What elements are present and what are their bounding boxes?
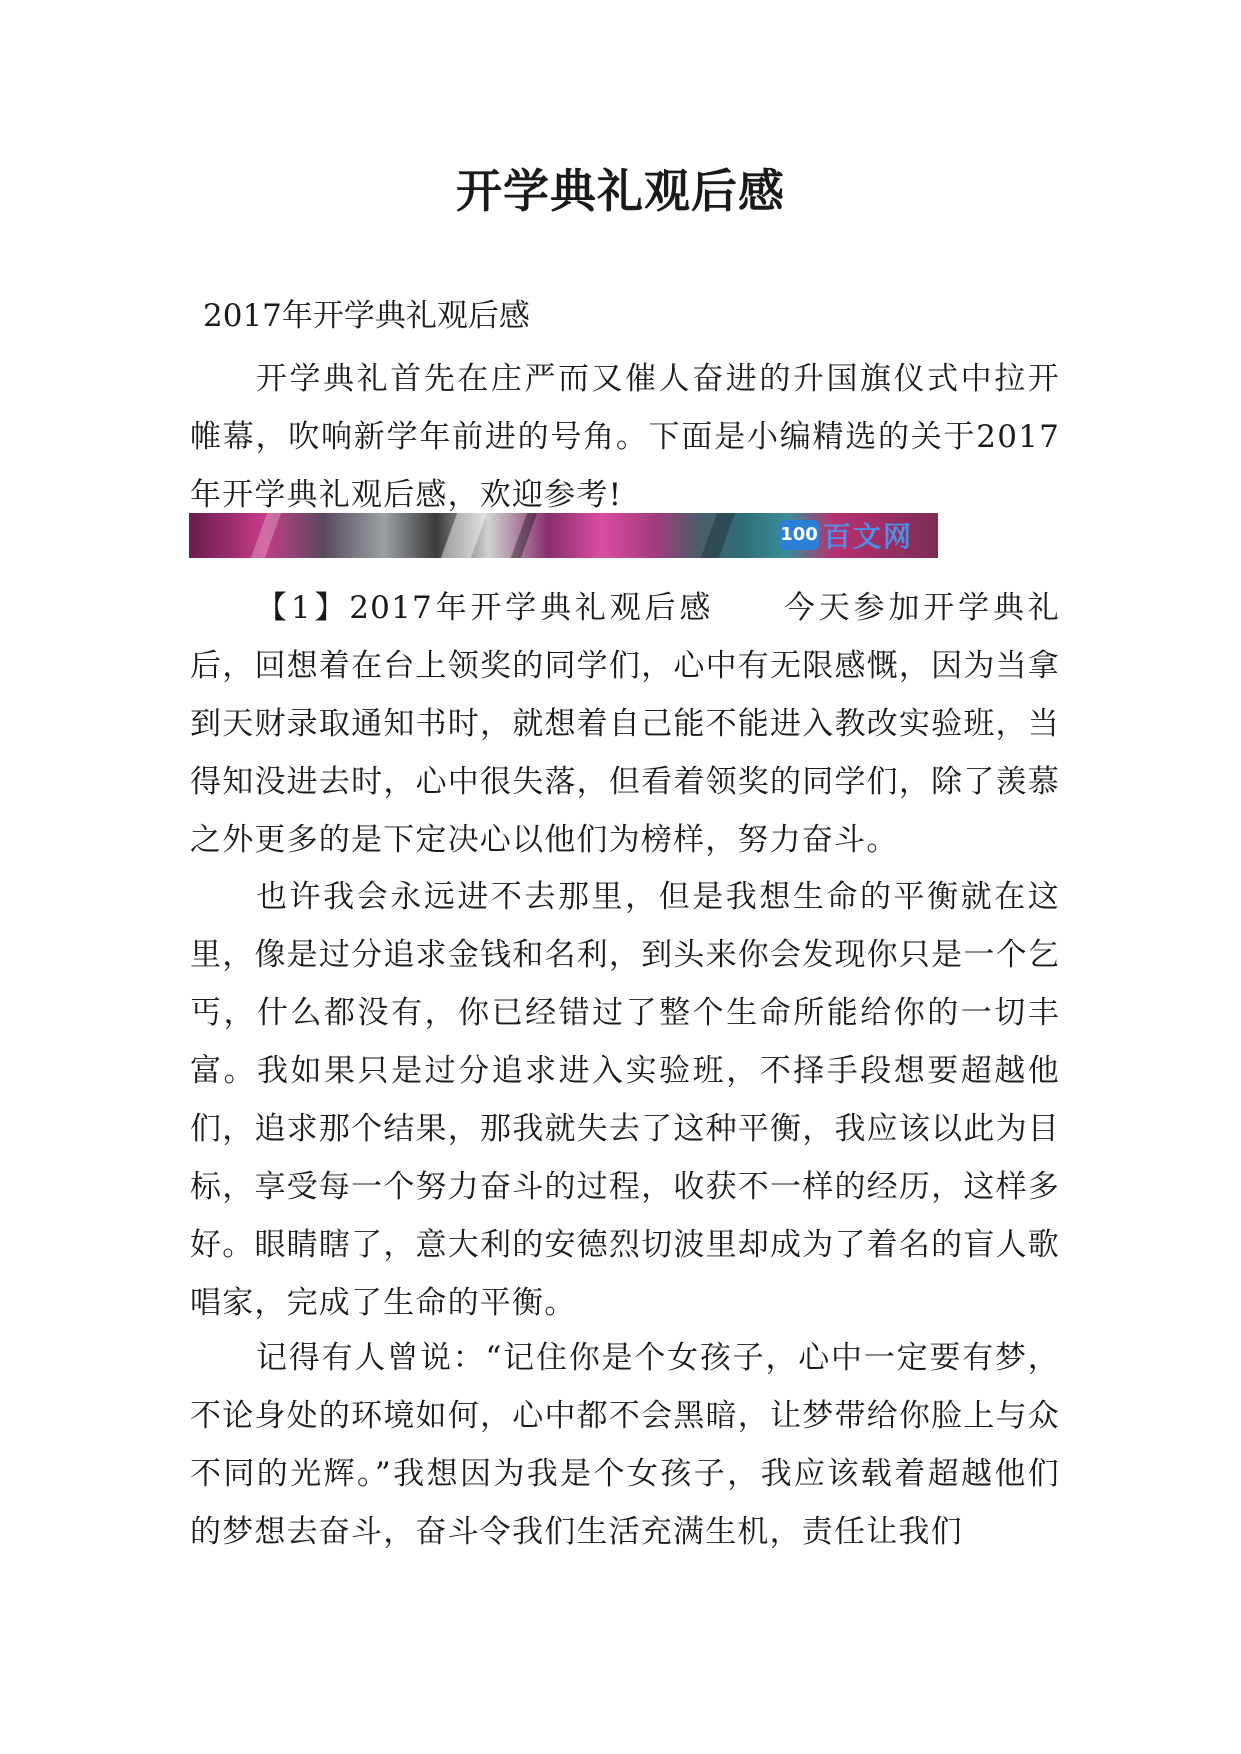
banner-image bbox=[189, 513, 938, 558]
logo-text: 百文网 bbox=[823, 520, 914, 553]
intro-paragraph: 开学典礼首先在庄严而又催人奋进的升国旗仪式中拉开帷幕，吹响新学年前进的号角。下面是小编精选的关于2017年开学典礼观后感，欢迎参考! bbox=[190, 361, 1060, 513]
logo-mark-icon: 100 bbox=[779, 520, 819, 550]
banner-stripe bbox=[251, 513, 281, 558]
paragraph-3: 记得有人曾说：“记住你是个女孩子，心中一定要有梦，不论身处的环境如何，心中都不会黑暗，让梦带给你脸上与众不同的光辉。”我想因为我是个女孩子，我应该载着超越他们的梦想去奋斗，奋斗令我们生活充满生机，责任让我们 bbox=[190, 1340, 1060, 1550]
document-subtitle: 2017年开学典礼观后感 bbox=[203, 298, 530, 334]
document-title: 开学典礼观后感 bbox=[456, 164, 785, 218]
banner-stripe bbox=[701, 513, 735, 558]
paragraph-1: 【1】2017年开学典礼观后感 今天参加开学典礼后，回想着在台上领奖的同学们，心中有无限感慨，因为当拿到天财录取通知书时，就想着自己能不能进入教改实验班，当得知没进去时，心中很失落，但看着领奖的同学们，除了羡慕之外更多的是下定决心以他们为榜样，努力奋斗。 bbox=[190, 590, 1060, 858]
paragraph-2: 也许我会永远进不去那里，但是我想生命的平衡就在这里，像是过分追求金钱和名利，到头来你会发现你只是一个乞丐，什么都没有，你已经错过了整个生命所能给你的一切丰富。我如果只是过分追求进入实验班，不择手段想要超越他们，追求那个结果，那我就失去了这种平衡，我应该以此为目标，享受每一个努力奋斗的过程，收获不一样的经历，这样多好。眼睛瞎了，意大利的安德烈切波里却成为了着名的盲人歌唱家，完成了生命的平衡。 bbox=[190, 879, 1060, 1321]
banner-stripe bbox=[441, 513, 487, 558]
watermark-logo bbox=[779, 516, 913, 554]
banner-stripe bbox=[511, 513, 537, 558]
